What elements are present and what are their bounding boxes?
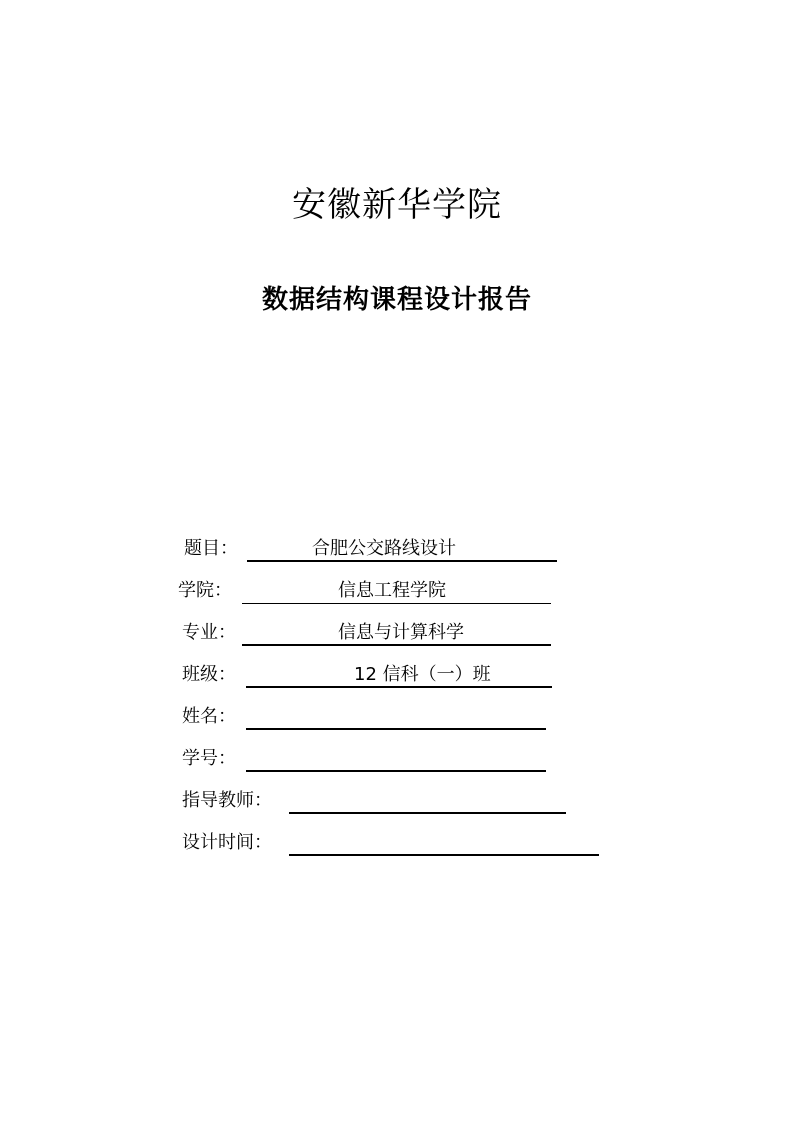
name-field: [182, 702, 562, 732]
topic-value: 合肥公交路线设计: [312, 538, 456, 559]
advisor-underline: [289, 788, 566, 814]
class-value: 12 信科（一）班: [354, 664, 491, 685]
student-id-label: 学号：: [182, 748, 236, 769]
advisor-label: 指导教师：: [182, 790, 272, 811]
school-name: 安徽新华学院: [292, 185, 502, 225]
design-time-underline: [289, 830, 599, 856]
major-field: [182, 618, 562, 648]
major-value: 信息与计算科学: [338, 622, 464, 643]
student-id-field: [182, 744, 562, 774]
topic-field: [184, 534, 564, 564]
name-label: 姓名：: [182, 706, 236, 727]
college-field: [178, 576, 558, 606]
major-label: 专业：: [182, 622, 236, 643]
design-time-label: 设计时间：: [182, 832, 272, 853]
topic-label: 题目：: [184, 538, 238, 559]
class-field: [182, 660, 562, 690]
class-label: 班级：: [182, 664, 236, 685]
college-label: 学院：: [178, 580, 232, 601]
design-time-field: [182, 828, 612, 858]
student-id-underline: [246, 746, 546, 772]
college-value: 信息工程学院: [338, 580, 446, 601]
name-underline: [246, 704, 546, 730]
report-title: 数据结构课程设计报告: [261, 285, 532, 315]
advisor-field: [182, 786, 582, 816]
